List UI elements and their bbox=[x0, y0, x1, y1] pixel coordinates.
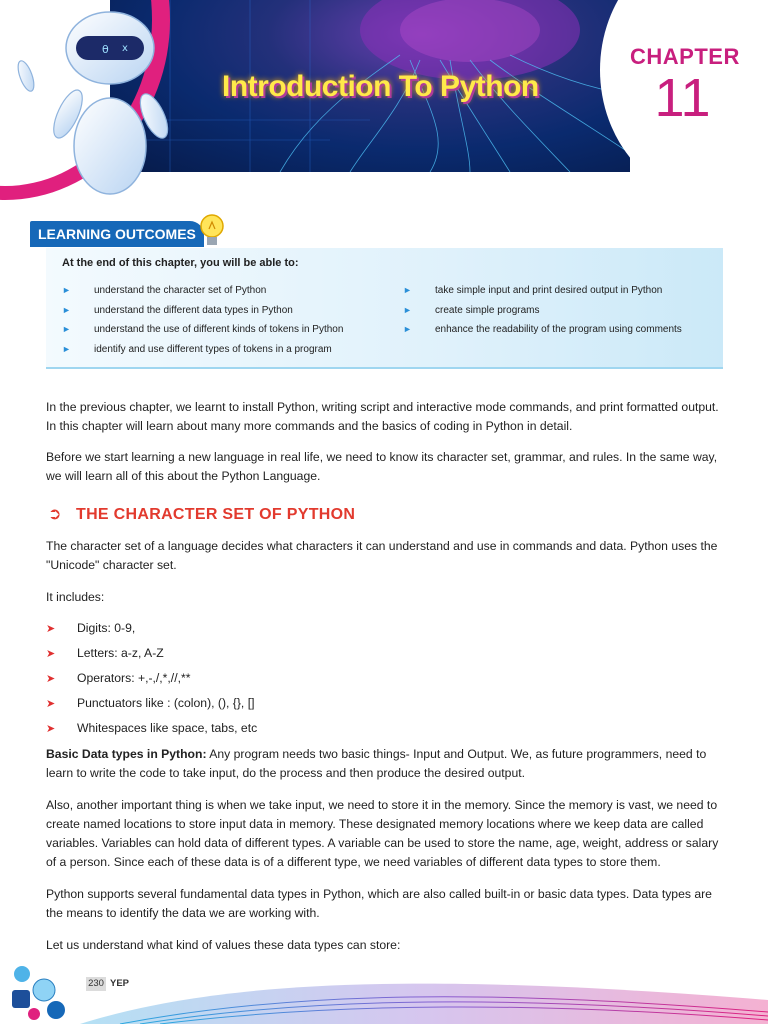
inline-bold-term: Basic Data types in Python: bbox=[46, 747, 207, 761]
learning-outcomes-box bbox=[46, 248, 723, 369]
list-item: ► understand the different data types in Python bbox=[62, 301, 343, 321]
triangle-bullet-icon: ► bbox=[62, 304, 71, 315]
triangle-bullet-icon: ► bbox=[62, 285, 71, 295]
paragraph-before-learning: Before we start learning a new language in real life, we need to know its character set, grammar, and rules. In the same way, we will learn all of this about the Python Language. bbox=[46, 450, 718, 483]
circled-arrow-icon: ➲ bbox=[48, 506, 62, 523]
robot-mascot-icon bbox=[14, 6, 184, 196]
series-code: YEP bbox=[110, 978, 130, 989]
page-title: Introduction To Python bbox=[222, 70, 539, 103]
arrowhead-bullet-icon: ➤ bbox=[46, 673, 56, 685]
paragraph-fundamental-types: Python supports several fundamental data types in Python, which are also called built-in or basic data types. Data types are the means to identify the data we are working with. bbox=[46, 887, 712, 920]
lightbulb-icon bbox=[199, 213, 225, 251]
list-item: ➤ Operators: +,-,/,*,//,** bbox=[46, 669, 257, 694]
svg-text:θ: θ bbox=[102, 43, 109, 56]
learning-outcomes-intro: At the end of this chapter, you will be able to: bbox=[62, 257, 299, 269]
list-item: ► create simple programs bbox=[403, 301, 682, 321]
triangle-bullet-icon: ► bbox=[403, 324, 412, 335]
footer-ai-icons bbox=[4, 960, 74, 1022]
chapter-banner bbox=[0, 0, 768, 200]
paragraph-character-set: The character set of a language decides what characters it can understand and use in commands and data. Python uses the "Unicode" character set. bbox=[46, 539, 718, 572]
triangle-bullet-icon: ► bbox=[62, 343, 71, 354]
list-item: ► take simple input and print desired output in Python bbox=[403, 281, 682, 301]
paragraph-memory: Also, another important thing is when we take input, we need to store it in the memory. Since the memory is vast, we need to create named locations to store input data in memory. These designated memory locations where we keep data are called variables. Variables can hold data of different types. A variable can be used to store the name, age, weight, address or salary of a person. Since each of these data is of a different type, we need variables of different data types to store them. bbox=[46, 798, 719, 869]
arrowhead-bullet-icon: ➤ bbox=[46, 698, 56, 710]
triangle-bullet-icon: ► bbox=[403, 285, 412, 295]
list-item: ► enhance the readability of the program using comments bbox=[403, 320, 682, 340]
arrowhead-bullet-icon: ➤ bbox=[46, 723, 56, 735]
arrowhead-bullet-icon: ➤ bbox=[46, 623, 56, 635]
paragraph-intro: In the previous chapter, we learnt to install Python, writing script and interactive mode commands, and print formatted output. In this chapter will learn about many more commands and the basics of coding in Python in detail. bbox=[46, 400, 719, 433]
list-item: ► identify and use different types of tokens in a program bbox=[62, 340, 343, 360]
list-item: ➤ Letters: a-z, A-Z bbox=[46, 644, 257, 669]
chapter-number: 11 bbox=[654, 68, 711, 128]
paragraph-basic-data-types: Basic Data types in Python: Any program needs two basic things- Input and Output. We, as future programmers, need to learn to write the code to take input, do the process and then produce the desired output. bbox=[46, 747, 707, 780]
learning-outcomes-tab: LEARNING OUTCOMES bbox=[30, 221, 204, 247]
list-item: ► understand the character set of Python bbox=[62, 281, 343, 301]
list-item: ➤ Digits: 0-9, bbox=[46, 619, 257, 644]
learning-outcomes-right-list bbox=[403, 281, 682, 340]
list-item: ► understand the use of different kinds of tokens in Python bbox=[62, 320, 343, 340]
page-number: 230 bbox=[86, 977, 106, 991]
list-item: ➤ Punctuators like : (colon), (), {}, [] bbox=[46, 694, 257, 719]
paragraph-it-includes: It includes: bbox=[46, 590, 105, 604]
chapter-label: CHAPTER bbox=[630, 44, 740, 69]
list-item: ➤ Whitespaces like space, tabs, etc bbox=[46, 719, 257, 744]
triangle-bullet-icon: ► bbox=[62, 324, 71, 335]
character-set-list bbox=[46, 619, 257, 744]
paragraph-let-us-understand: Let us understand what kind of values these data types can store: bbox=[46, 938, 401, 952]
arrowhead-bullet-icon: ➤ bbox=[46, 648, 56, 660]
learning-outcomes-left-list bbox=[62, 281, 343, 359]
svg-text:x: x bbox=[122, 43, 128, 54]
triangle-bullet-icon: ► bbox=[403, 304, 412, 315]
section-heading: ➲ THE CHARACTER SET OF PYTHON bbox=[48, 506, 356, 523]
